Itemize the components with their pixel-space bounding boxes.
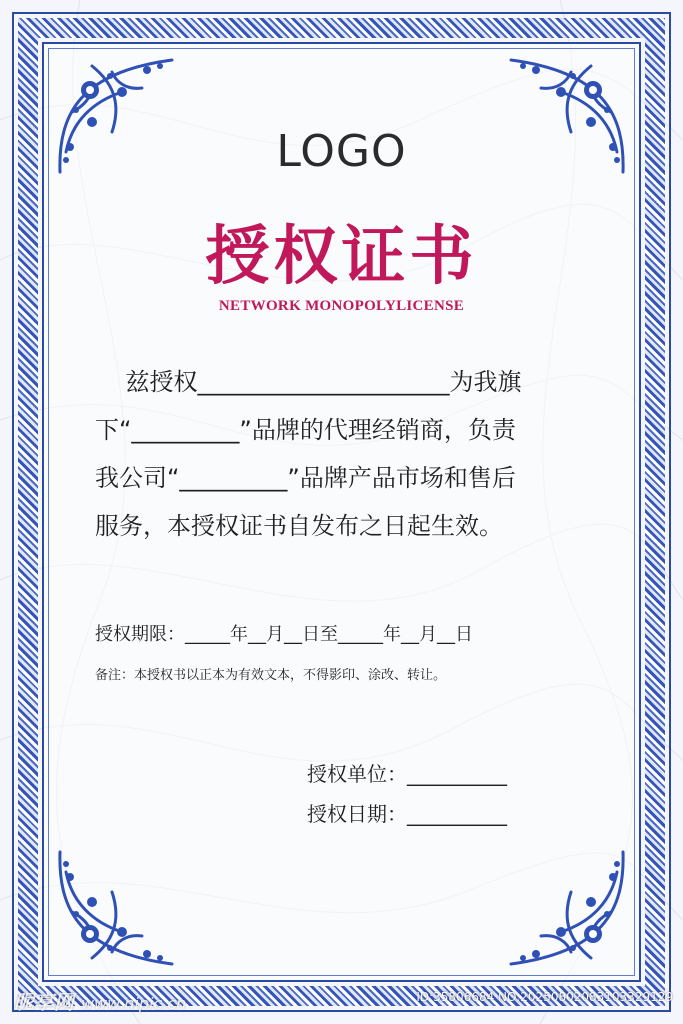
floral-corner-ornament-icon [503, 844, 631, 972]
certificate-subtitle: NETWORK MONOPOLYLICENSE [218, 298, 465, 314]
body-line: 兹授权_____________________为我旗 [95, 368, 522, 396]
floral-corner-ornament-icon [52, 844, 180, 972]
certificate-title: 授权证书 [205, 220, 478, 294]
image-id-watermark: ID:35806684 NO:20250802083103329129 [416, 990, 673, 1004]
body-line: 我公司“_________”品牌产品市场和售后 [95, 464, 516, 492]
authorization-period: 授权期限：_____年__月__日至_____年__月__日 [95, 624, 473, 645]
body-line: 服务，本授权证书自发布之日起生效。 [95, 512, 503, 540]
logo-placeholder: LOGO [276, 126, 407, 177]
authorizing-unit-line: 授权单位：__________ [307, 762, 507, 786]
authorization-body [95, 358, 595, 550]
site-url: www.nipic.cn [80, 994, 187, 1013]
remark-note: 备注：本授权书以正本为有效文本，不得影印、涂改、转让。 [95, 668, 447, 683]
site-watermark [14, 986, 186, 1015]
site-name: 昵享网 [14, 990, 74, 1014]
body-line: 下“_________”品牌的代理经销商，负责 [95, 416, 516, 444]
authorization-date-line: 授权日期：__________ [307, 802, 507, 826]
